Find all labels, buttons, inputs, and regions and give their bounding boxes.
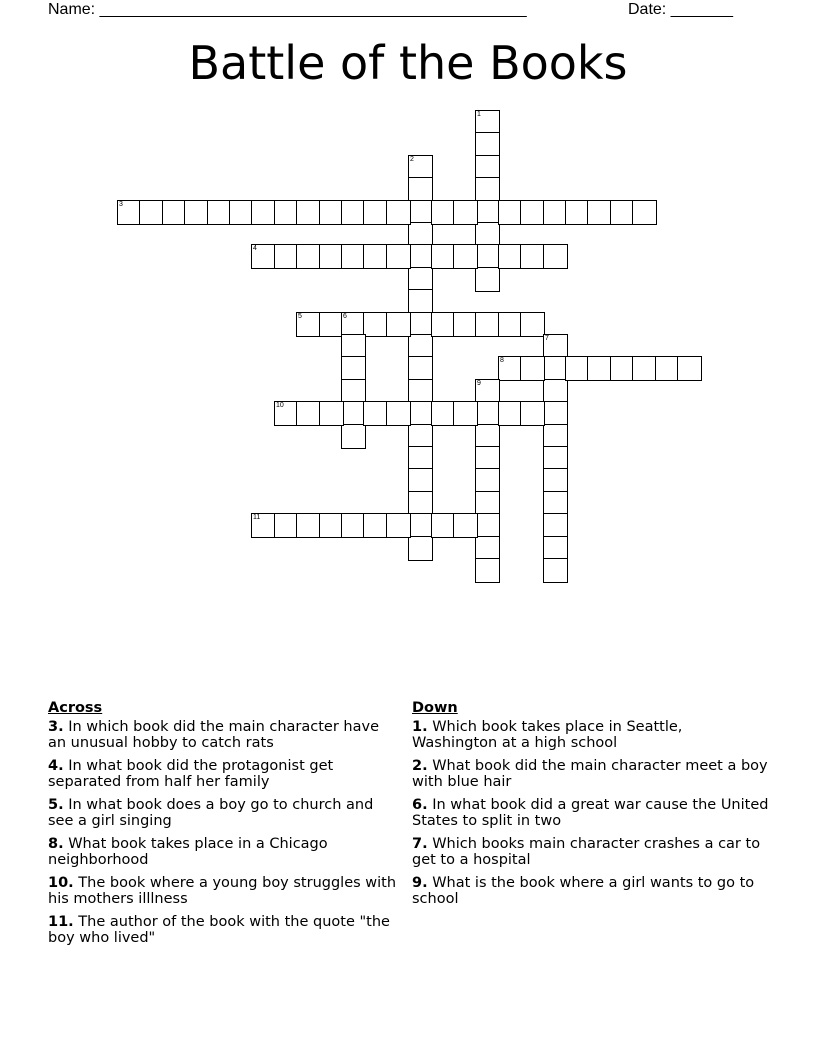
grid-cell[interactable] (587, 356, 612, 381)
grid-cell[interactable] (520, 200, 545, 225)
grid-cell[interactable] (543, 513, 568, 538)
grid-cell[interactable] (475, 267, 500, 292)
clue-item (48, 836, 398, 868)
clue-text: What is the book where a girl wants to go to school (412, 875, 755, 907)
grid-cell[interactable] (520, 356, 545, 381)
grid-cell[interactable] (543, 558, 568, 583)
cell-number: 4 (253, 245, 257, 252)
clue-text: In what book did a great war cause the United States to split in two (412, 797, 769, 829)
date-label: Date: _______ (628, 1, 733, 18)
cell-number: 2 (410, 156, 414, 163)
clue-text: What book did the main character meet a boy with blue hair (412, 758, 768, 790)
clue-text: In what book did the protagonist get separated from half her family (48, 758, 334, 790)
grid-cell[interactable] (184, 200, 209, 225)
clue-item (48, 719, 398, 751)
page-title: Battle of the Books (188, 36, 628, 90)
clue-number: 3. (48, 719, 64, 735)
grid-cell[interactable] (386, 513, 411, 538)
grid-cell[interactable] (386, 200, 411, 225)
clue-number: 4. (48, 758, 64, 774)
grid-cell[interactable] (363, 244, 388, 269)
clue-item (48, 914, 398, 946)
across-clue-list (48, 719, 398, 946)
grid-cell[interactable] (520, 401, 545, 426)
grid-cell[interactable] (543, 401, 568, 426)
clue-text: In which book did the main character have an unusual hobby to catch rats (48, 719, 380, 751)
grid-cell[interactable] (296, 200, 321, 225)
clue-text: In what book does a boy go to church and see a girl singing (48, 797, 374, 829)
grid-cell[interactable] (386, 244, 411, 269)
grid-cell[interactable] (475, 177, 500, 202)
grid-cell[interactable] (319, 401, 344, 426)
clue-item (412, 797, 772, 829)
down-clue-list (412, 719, 772, 907)
grid-cell[interactable] (341, 356, 366, 381)
grid-cell[interactable] (520, 312, 545, 337)
grid-cell[interactable] (453, 244, 478, 269)
grid-cell[interactable] (408, 401, 433, 426)
grid-cell[interactable] (632, 356, 657, 381)
grid-cell[interactable] (408, 468, 433, 493)
clue-text: Which book takes place in Seattle, Washington at a high school (412, 719, 683, 751)
clue-number: 5. (48, 797, 64, 813)
clue-number: 2. (412, 758, 428, 774)
clue-number: 1. (412, 719, 428, 735)
grid-cell[interactable] (408, 356, 433, 381)
grid-cell[interactable] (453, 401, 478, 426)
grid-cell[interactable] (296, 401, 321, 426)
cell-number: 11 (253, 514, 261, 521)
grid-cell[interactable] (296, 312, 321, 337)
clue-item (412, 719, 772, 751)
clue-number: 9. (412, 875, 428, 891)
clue-number: 10. (48, 875, 74, 891)
clue-number: 6. (412, 797, 428, 813)
grid-cell[interactable] (475, 244, 500, 269)
grid-cell[interactable] (408, 536, 433, 561)
grid-cell[interactable] (296, 244, 321, 269)
grid-cell[interactable] (520, 244, 545, 269)
grid-cell[interactable] (475, 401, 500, 426)
clue-item (412, 758, 772, 790)
grid-cell[interactable] (475, 312, 500, 337)
grid-cell[interactable] (408, 289, 433, 314)
grid-cell[interactable] (251, 244, 276, 269)
cell-number: 5 (298, 313, 302, 320)
grid-cell[interactable] (632, 200, 657, 225)
clue-text: What book takes place in a Chicago neighborhood (48, 836, 328, 868)
grid-cell[interactable] (363, 200, 388, 225)
cell-number: 6 (343, 313, 347, 320)
cell-number: 10 (276, 402, 284, 409)
grid-cell[interactable] (408, 244, 433, 269)
grid-cell[interactable] (251, 513, 276, 538)
grid-cell[interactable] (341, 424, 366, 449)
grid-cell[interactable] (453, 200, 478, 225)
grid-cell[interactable] (475, 468, 500, 493)
cell-number: 8 (500, 357, 504, 364)
grid-cell[interactable] (408, 513, 433, 538)
grid-cell[interactable] (139, 200, 164, 225)
grid-cell[interactable] (363, 401, 388, 426)
clue-item (412, 836, 772, 868)
grid-cell[interactable] (363, 513, 388, 538)
clue-number: 8. (48, 836, 64, 852)
grid-cell[interactable] (475, 513, 500, 538)
clue-item (48, 758, 398, 790)
clue-item (48, 797, 398, 829)
grid-cell[interactable] (475, 558, 500, 583)
name-label: Name: ________________________________________________ (48, 1, 527, 18)
grid-cell[interactable] (363, 312, 388, 337)
grid-cell[interactable] (251, 200, 276, 225)
grid-cell[interactable] (677, 356, 702, 381)
across-clues (48, 700, 398, 953)
grid-cell[interactable] (296, 513, 321, 538)
clue-item (48, 875, 398, 907)
header (48, 0, 768, 22)
grid-cell[interactable] (453, 513, 478, 538)
cell-number: 9 (477, 380, 481, 387)
down-heading: Down (412, 700, 458, 716)
grid-cell[interactable] (408, 177, 433, 202)
cell-number: 7 (545, 335, 549, 342)
grid-cell[interactable] (587, 200, 612, 225)
clue-number: 7. (412, 836, 428, 852)
grid-cell[interactable] (386, 401, 411, 426)
clue-number: 11. (48, 914, 74, 930)
grid-cell[interactable] (386, 312, 411, 337)
clue-text: The author of the book with the quote "the boy who lived" (48, 914, 390, 946)
down-clues (412, 700, 772, 914)
grid-cell[interactable] (475, 132, 500, 157)
grid-cell[interactable] (543, 244, 568, 269)
across-heading: Across (48, 700, 103, 716)
clue-text: Which books main character crashes a car to get to a hospital (412, 836, 761, 868)
cell-number: 3 (119, 201, 123, 208)
clue-item (412, 875, 772, 907)
cell-number: 1 (477, 111, 481, 118)
grid-cell[interactable] (543, 468, 568, 493)
clue-text: The book where a young boy struggles with his mothers illlness (48, 875, 397, 907)
